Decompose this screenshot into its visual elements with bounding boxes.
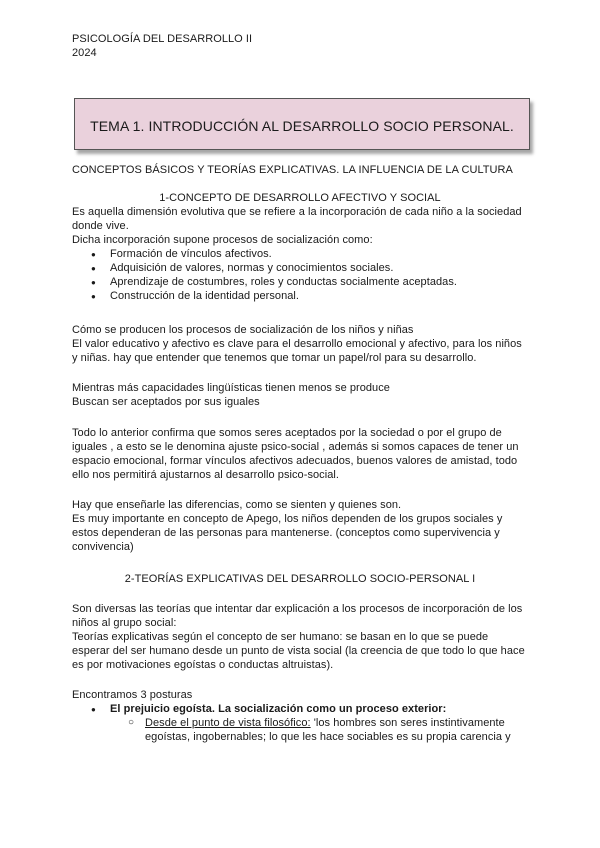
paragraph-line: esperar del ser humano desde un punto de vista social (la creencia de que todo lo que hace [72,645,525,657]
list-item: Construcción de la identidad personal. [110,290,300,302]
paragraph-line: Dicha incorporación supone procesos de socialización como: [72,234,373,246]
subtitle: CONCEPTOS BÁSICOS Y TEORÍAS EXPLICATIVAS. LA INFLUENCIA DE LA CULTURA [72,164,513,176]
sub-list-text: 'los hombres son seres instintivamente [310,717,505,729]
paragraph-line: Encontramos 3 posturas [72,689,193,701]
paragraph-line: Son diversas las teorías que intentar dar explicación a los procesos de incorporación de los [72,603,523,615]
paragraph-line: donde vive. [72,220,129,232]
underlined-text: Desde el punto de vista filosófico: [145,717,311,729]
paragraph-line: y niñas. hay que entender que tenemos que tomar un papel/rol para su desarrollo. [72,352,477,364]
paragraph-line: Mientras más capacidades lingüísticas tienen menos se produce [72,382,390,394]
list-item: Formación de vínculos afectivos. [110,248,272,260]
course-header: PSICOLOGÍA DEL DESARROLLO II [72,33,253,45]
sub-list-continuation: egoístas, ingobernables; lo que les hace sociables es su propia carencia y [145,731,511,743]
paragraph-line: Hay que enseñarle las diferencias, como se sienten y quienes son. [72,499,402,511]
paragraph-line: Todo lo anterior confirma que somos seres aceptados por la sociedad o por el grupo de [72,427,502,439]
list-item: Aprendizaje de costumbres, roles y conductas socialmente aceptadas. [110,276,457,288]
paragraph-line: Teorías explicativas según el concepto de ser humano: se basan en lo que se puede [72,631,489,643]
paragraph-line: es por motivaciones egoístas o conductas altruistas). [72,659,334,671]
sub-list-item [145,716,505,730]
bullet-icon: ● [91,278,96,287]
paragraph-line: Es aquella dimensión evolutiva que se refiere a la incorporación de cada niño a la sociedad [72,206,522,218]
paragraph-line: El valor educativo y afectivo es clave para el desarrollo emocional y afectivo, para los niños [72,338,522,350]
year-header: 2024 [72,47,97,59]
bullet-icon: ● [91,264,96,273]
paragraph-line: ello nos permitirá ajustarnos al desarrollo psico-social. [72,469,339,481]
paragraph-line: estos dependeran de las personas para mantenerse. (conceptos como supervivencia y [72,527,500,539]
paragraph-line: iguales , a esto se le denomina ajuste psico-social , además si somos capaces de tener un [72,441,519,453]
bold-text: El prejuicio egoísta. La socialización como un proceso exterior: [110,703,447,715]
bullet-icon: ● [91,292,96,301]
bullet-icon: ● [91,705,96,714]
paragraph-line: convivencia) [72,541,134,553]
section1-heading: 1-CONCEPTO DE DESARROLLO AFECTIVO Y SOCIAL [159,192,441,204]
list-item: Adquisición de valores, normas y conocimientos sociales. [110,262,394,274]
list-item-bold [110,702,446,716]
paragraph-line: niños al grupo social: [72,617,177,629]
paragraph-line: Es muy importante en concepto de Apego, los niños dependen de los grupos sociales y [72,513,503,525]
paragraph-line: Cómo se producen los procesos de socialización de los niños y niñas [72,324,414,336]
hollow-bullet-icon: ○ [128,717,135,728]
section2-heading: 2-TEORÍAS EXPLICATIVAS DEL DESARROLLO SOCIO-PERSONAL I [124,573,476,585]
title-box [74,98,530,150]
paragraph-line: Buscan ser aceptados por sus iguales [72,396,260,408]
bullet-icon: ● [91,250,96,259]
document-title: TEMA 1. INTRODUCCIÓN AL DESARROLLO SOCIO PERSONAL. [90,118,514,134]
paragraph-line: espacio emocional, formar vínculos afectivos adecuados, buenos valores de amistad, todo [72,455,518,467]
